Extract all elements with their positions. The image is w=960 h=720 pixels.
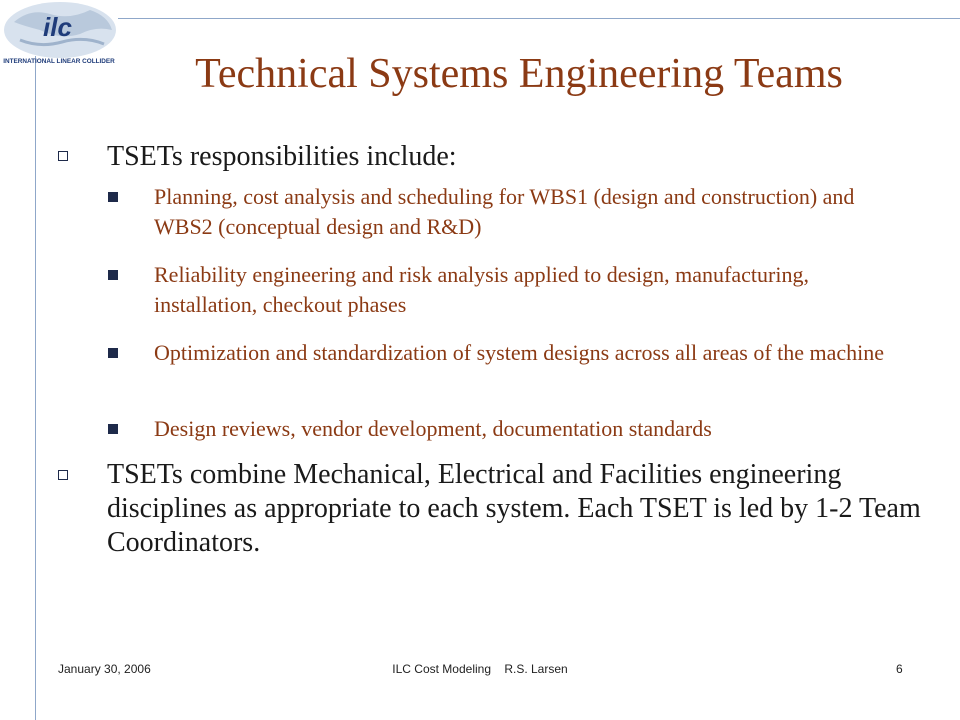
footer-center: ILC Cost Modeling R.S. Larsen — [392, 662, 568, 676]
left-rule — [35, 56, 36, 720]
sub-bullet-1-text: Planning, cost analysis and scheduling for WBS1 (design and construction) and WBS2 (conceptual design and R&D) — [154, 184, 855, 239]
svg-text:ilc: ilc — [43, 12, 72, 42]
sub-bullet-2-text: Reliability engineering and risk analysis applied to design, manufacturing, installation, checkout phases — [154, 262, 809, 317]
square-bullet-icon — [108, 348, 118, 358]
square-bullet-icon — [108, 192, 118, 202]
square-bullet-icon — [108, 424, 118, 434]
sub-bullet-3-text: Optimization and standardization of system designs across all areas of the machine — [154, 340, 885, 365]
page-number: 6 — [896, 662, 903, 676]
bullet-1-text: TSETs responsibilities include: — [107, 141, 457, 172]
sub-bullet-4-text: Design reviews, vendor development, documentation standards — [154, 416, 712, 441]
logo-text: INTERNATIONAL LINEAR COLLIDER — [3, 58, 115, 65]
top-rule — [118, 18, 960, 19]
footer-date: January 30, 2006 — [58, 662, 151, 676]
slide-title: Technical Systems Engineering Teams — [195, 51, 843, 97]
square-bullet-icon — [108, 270, 118, 280]
hollow-square-bullet-icon — [58, 151, 68, 161]
bullet-2-text: TSETs combine Mechanical, Electrical and Facilities engineering disciplines as appropriate to each system. Each TSET is led by 1-2 Team Coordinators. — [107, 459, 921, 558]
hollow-square-bullet-icon — [58, 470, 68, 480]
